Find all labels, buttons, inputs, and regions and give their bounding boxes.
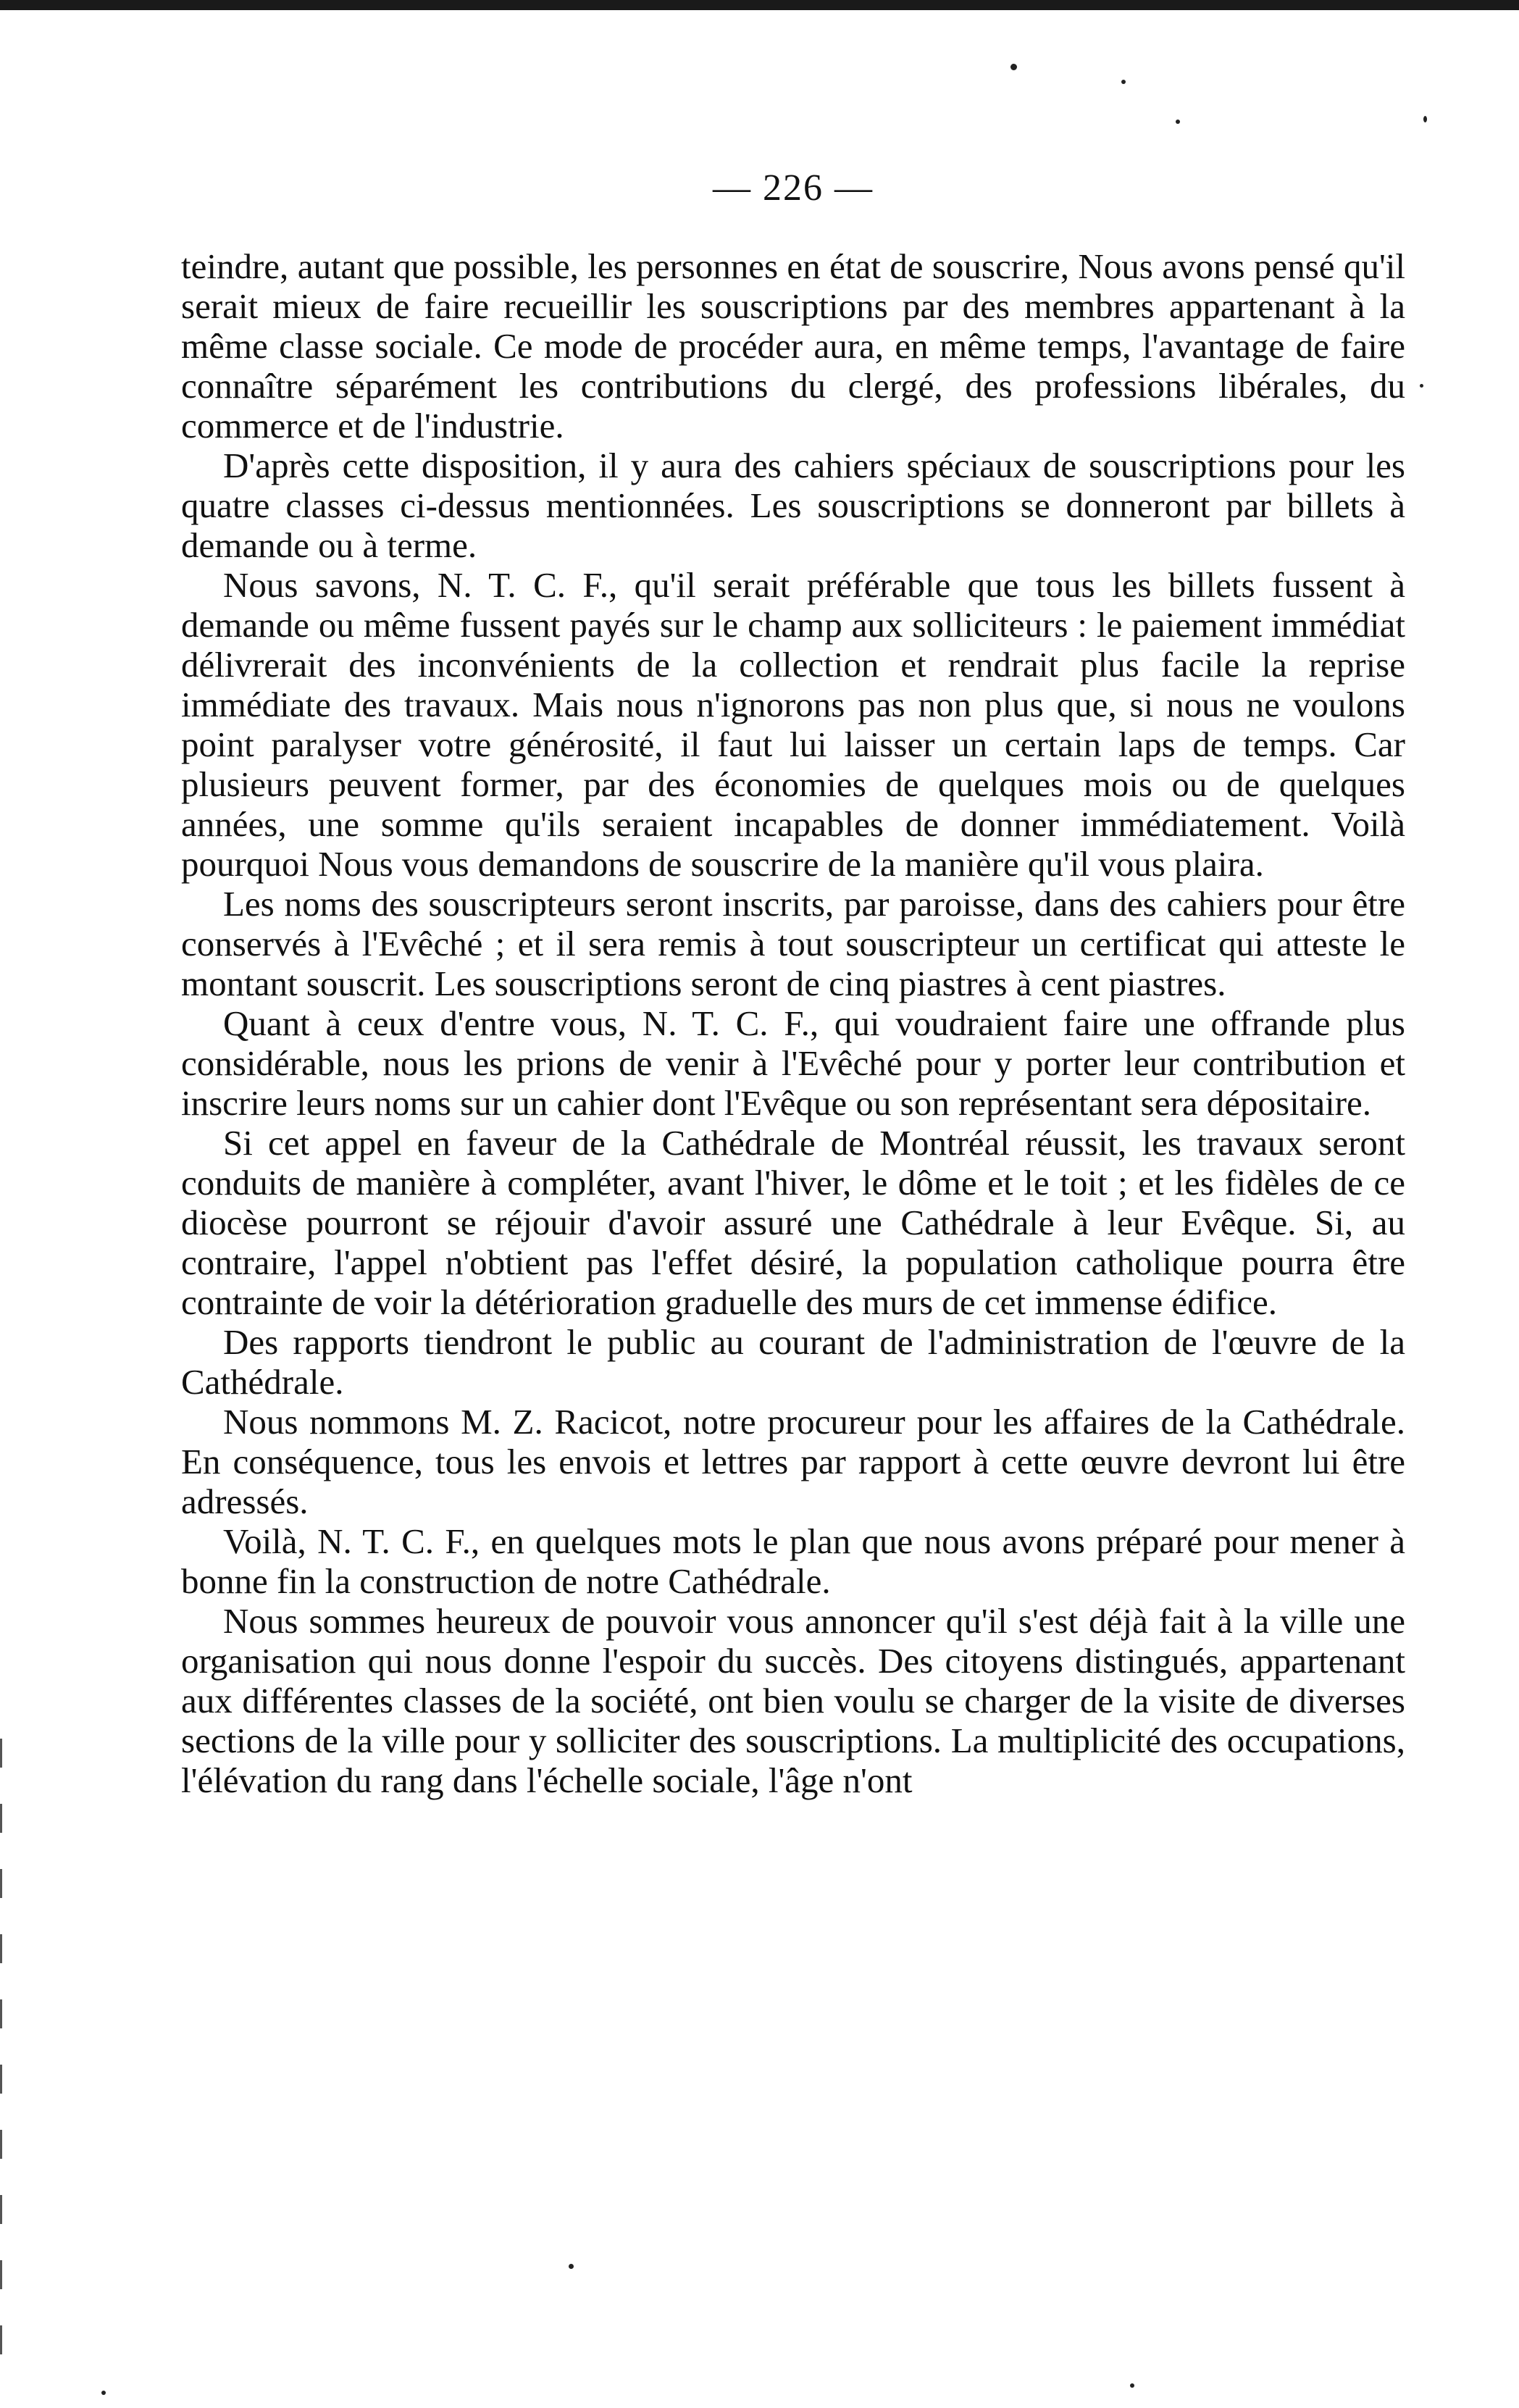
scan-speck	[569, 2264, 574, 2269]
scan-speck	[1010, 64, 1017, 70]
scan-speck	[1176, 120, 1180, 124]
scan-speck	[101, 2391, 106, 2395]
scan-speck	[1130, 2383, 1134, 2388]
scan-speck	[1121, 80, 1126, 84]
paragraph: Nous savons, N. T. C. F., qu'il serait préférable que tous les billets fussent à demande ou même fussent payés sur le champ aux solliciteurs : le paiement immédiat délivrerait des inconvénients de la collection et rendrait plus facile la reprise immédiate des travaux. Mais nous n'ignorons pas non plus que, si nous ne voulons point paralyser votre générosité, il faut lui laisser un certain laps de temps. Car plusieurs peuvent former, par des économies de quelques mois ou de quelques années, une somme qu'ils seraient incapables de donner immédiatement. Voilà pourquoi Nous vous demandons de souscrire de la manière qu'il vous plaira.	[181, 565, 1405, 884]
scan-top-border	[0, 0, 1519, 10]
paragraph: Nous nommons M. Z. Racicot, notre procureur pour les affaires de la Cathédrale. En conséquence, tous les envois et lettres par rapport à cette œuvre devront lui être adressés.	[181, 1402, 1405, 1521]
paragraph: Si cet appel en faveur de la Cathédrale de Montréal réussit, les travaux seront conduits de manière à compléter, avant l'hiver, le dôme et le toit ; et les fidèles de ce diocèse pourront se réjouir d'avoir assuré une Cathédrale à leur Evêque. Si, au contraire, l'appel n'obtient pas l'effet désiré, la population catholique pourra être contrainte de voir la détérioration graduelle des murs de cet immense édifice.	[181, 1123, 1405, 1322]
paragraph: Les noms des souscripteurs seront inscrits, par paroisse, dans des cahiers pour être conservés à l'Evêché ; et il sera remis à tout souscripteur un certificat qui atteste le montant souscrit. Les souscriptions seront de cinq piastres à cent piastres.	[181, 884, 1405, 1003]
paragraph: Nous sommes heureux de pouvoir vous annoncer qu'il s'est déjà fait à la ville une organisation qui nous donne l'espoir du succès. Des citoyens distingués, appartenant aux différentes classes de la société, ont bien voulu se charger de la visite de diverses sections de la ville pour y solliciter des souscriptions. La multiplicité des occupations, l'élévation du rang dans l'échelle sociale, l'âge n'ont	[181, 1601, 1405, 1800]
scan-left-edge	[0, 1739, 2, 2391]
paragraph: Quant à ceux d'entre vous, N. T. C. F., qui voudraient faire une offrande plus considérable, nous les prions de venir à l'Evêché pour y porter leur contribution et inscrire leurs noms sur un cahier dont l'Evêque ou son représentant sera dépositaire.	[181, 1003, 1405, 1123]
paragraph: D'après cette disposition, il y aura des cahiers spéciaux de souscriptions pour les quatre classes ci-dessus mentionnées. Les souscriptions se donneront par billets à demande ou à terme.	[181, 446, 1405, 565]
paragraph-continuation: teindre, autant que possible, les personnes en état de souscrire, Nous avons pensé qu'il serait mieux de faire recueillir les souscriptions par des membres appartenant à la même classe sociale. Ce mode de procéder aura, en même temps, l'avantage de faire connaître séparément les contributions du clergé, des professions libérales, du commerce et de l'industrie.	[181, 246, 1405, 446]
paragraph: Voilà, N. T. C. F., en quelques mots le plan que nous avons préparé pour mener à bonne fin la construction de notre Cathédrale.	[181, 1521, 1405, 1601]
paragraph: Des rapports tiendront le public au courant de l'administration de l'œuvre de la Cathédrale.	[181, 1322, 1405, 1402]
page-number: — 226 —	[713, 167, 874, 209]
scan-speck	[1423, 116, 1427, 122]
scan-speck	[1420, 384, 1423, 388]
document-page	[181, 167, 1405, 1800]
